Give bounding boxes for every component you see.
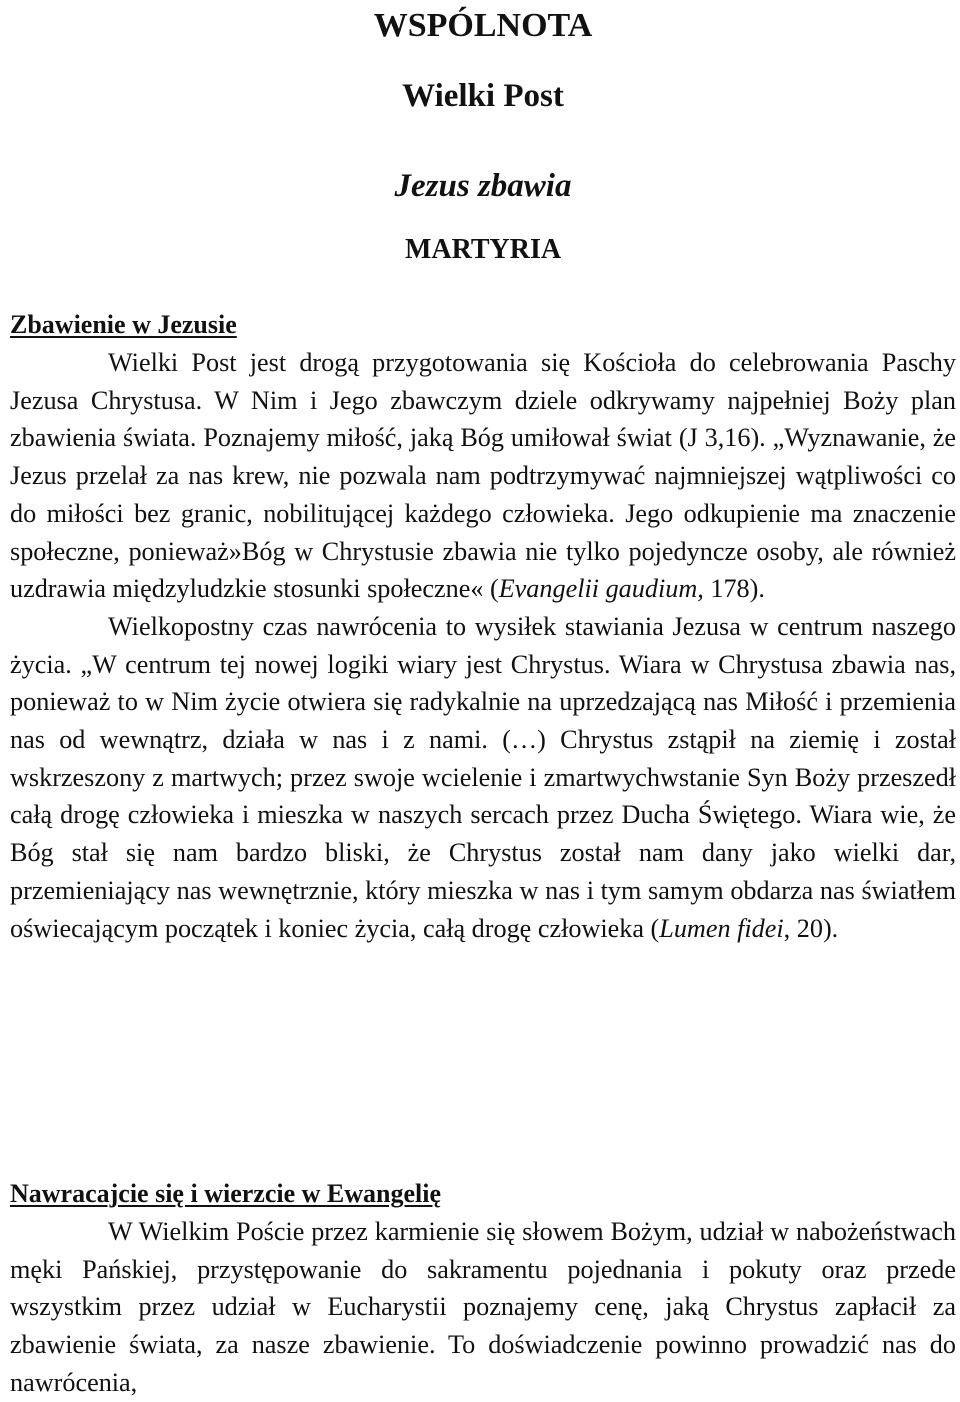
section-heading: Nawracajcie się i wierzcie w Ewangelię [10, 1179, 442, 1208]
section-heading: Zbawienie w Jezusie [10, 310, 237, 339]
paragraph [10, 608, 956, 947]
citation-title: Evangelii gaudium, [498, 574, 704, 604]
paragraph-text: 178). [703, 574, 765, 604]
document-theme: Jezus zbawia [394, 168, 572, 204]
section-nawracajcie [10, 1175, 956, 1402]
document-subtitle: Wielki Post [402, 78, 564, 114]
paragraph-text: Wielki Post jest drogą przygotowania się Kościoła do celebrowania Paschy Jezusa Chrystusa. W Nim i Jego zbawczym dziele odkrywamy najpełniej Boży plan zbawienia świata. Poznajemy miłość, jaką Bóg umiłował świat (J 3,16). „Wyznawanie, że Jezus przelał za nas krew, nie pozwala nam podtrzymywać najmniejszej wątpliwości co do miłości bez granic, nobilitującej każdego człowieka. Jego odkupienie ma znaczenie społeczne, ponieważ»Bóg w Chrystusie zbawia nie tylko pojedyncze osoby, ale również uzdrawia międzyludzkie stosunki społeczne« ( [10, 348, 956, 604]
document-title: WSPÓLNOTA [373, 7, 593, 44]
citation-title: Lumen fidei [659, 913, 784, 943]
section-label: MARTYRIA [404, 234, 562, 265]
paragraph: W Wielkim Poście przez karmienie się słowem Bożym, udział w nabożeństwach męki Pańskiej, przystępowanie do sakramentu pojednania i pokuty oraz przede wszystkim przez udział w Eucharystii poznajemy cenę, jaką Chrystus zapłacił za zbawienie świata, za nasze zbawienie. To doświadczenie powinno prowadzić nas do nawrócenia, [10, 1217, 956, 1397]
paragraph-text: , 20). [783, 913, 839, 943]
paragraph-text: Wielkopostny czas nawrócenia to wysiłek stawiania Jezusa w centrum naszego życia. „W centrum tej nowej logiki wiary jest Chrystus. Wiara w Chrystusa zbawia nas, ponieważ to w Nim życie otwiera się radykalnie na uprzedzającą nas Miłość i przemienia nas od wewnątrz, działa w nas i z nami. (…) Chrystus zstąpił na ziemię i został wskrzeszony z martwych; przez swoje wcielenie i zmartwychwstanie Syn Boży przeszedł całą drogę człowieka i mieszka w naszych sercach przez Ducha Świętego. Wiara wie, że Bóg stał się nam bardzo bliski, że Chrystus został nam dany jako wielki dar, przemieniający nas wewnętrznie, który mieszka w nas i tym samym obdarza nas światłem oświecającym początek i koniec życia, całą drogę człowieka ( [10, 611, 956, 943]
section-zbawienie [10, 306, 956, 947]
paragraph [10, 344, 956, 608]
